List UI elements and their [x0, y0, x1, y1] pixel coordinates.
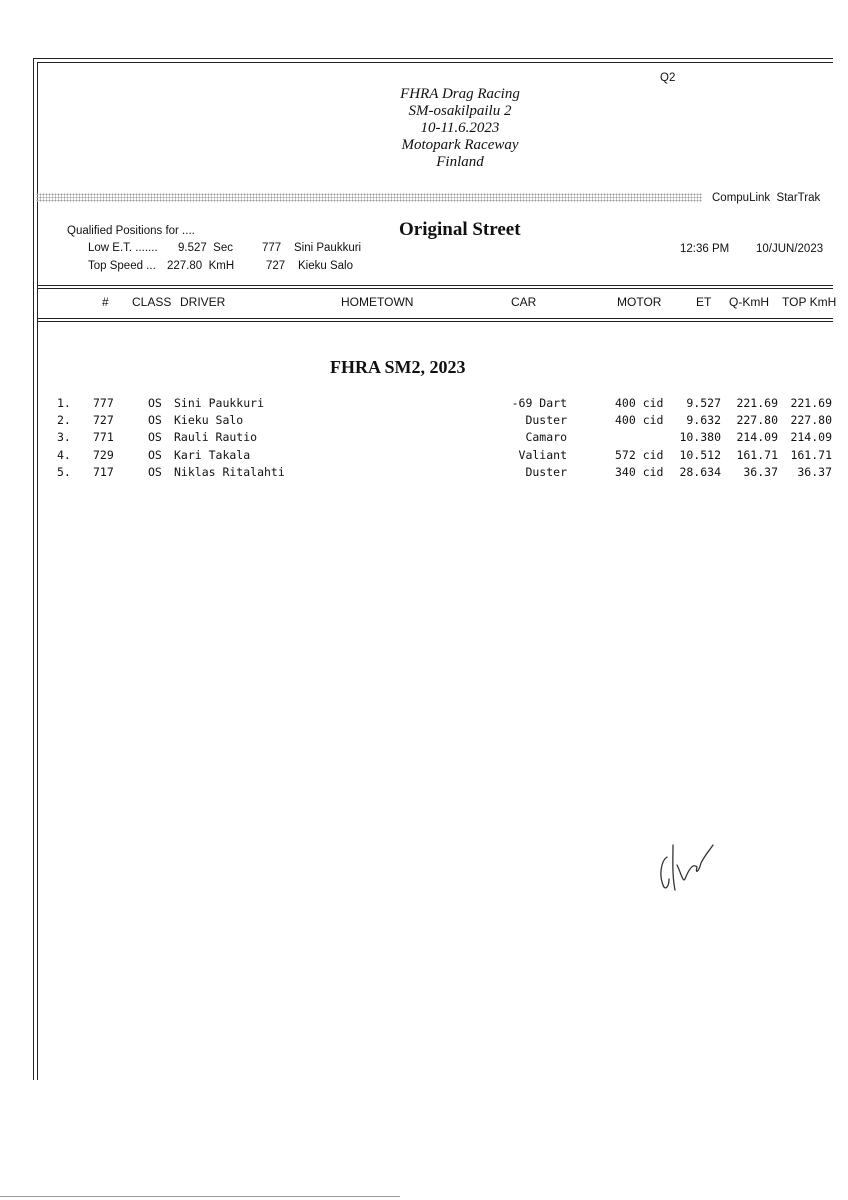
row-driver: Niklas Ritalahti	[174, 464, 285, 479]
col-hometown: HOMETOWN	[341, 295, 414, 309]
event-line-4: Motopark Raceway	[401, 137, 519, 153]
col-qkmh: Q-KmH	[729, 295, 769, 309]
row-position: 2.	[57, 413, 71, 428]
row-top-kmh: 227.80	[790, 413, 832, 428]
row-car: Duster	[525, 464, 567, 479]
low-et-car-no: 777	[262, 242, 282, 254]
row-car-number: 717	[93, 464, 114, 479]
col-et: ET	[696, 295, 712, 309]
row-car-number: 729	[93, 447, 114, 462]
row-car-number: 771	[93, 430, 114, 445]
row-et: 10.512	[679, 447, 721, 462]
row-q-kmh: 227.80	[736, 413, 778, 428]
row-position: 5.	[57, 464, 71, 479]
row-top-kmh: 161.71	[790, 447, 832, 462]
row-et: 9.632	[686, 413, 721, 428]
col-top: TOP KmH	[782, 295, 837, 309]
left-border-outer	[33, 58, 34, 1080]
row-driver: Rauli Rautio	[174, 430, 258, 445]
row-motor: 400 cid	[615, 413, 664, 428]
row-class: OS	[148, 430, 162, 445]
event-line-1: FHRA Drag Racing	[400, 86, 520, 102]
dotted-divider	[36, 193, 702, 202]
col-num: #	[102, 295, 109, 309]
header-rule-1	[37, 285, 833, 286]
table-row	[0, 448, 848, 465]
session-code: Q2	[660, 72, 676, 84]
top-speed-value: 227.80 KmH	[167, 260, 235, 272]
row-position: 1.	[57, 396, 71, 410]
row-top-kmh: 214.09	[790, 430, 832, 445]
low-et-value: 9.527 Sec	[178, 242, 233, 254]
qualified-label: Qualified Positions for ....	[67, 225, 195, 237]
row-car: -69 Dart	[511, 396, 567, 410]
low-et-label: Low E.T. .......	[88, 242, 158, 254]
row-car-number: 727	[93, 413, 114, 428]
row-driver: Kari Takala	[174, 447, 251, 462]
event-line-3: 10-11.6.2023	[420, 120, 500, 136]
table-row	[0, 465, 848, 482]
top-speed-car-no: 727	[266, 260, 286, 272]
row-q-kmh: 161.71	[736, 447, 778, 462]
top-border-outer	[33, 58, 833, 59]
top-speed-driver: Kieku Salo	[298, 260, 353, 272]
col-car: CAR	[511, 295, 537, 309]
row-et: 10.380	[679, 430, 721, 445]
row-position: 4.	[57, 447, 71, 462]
col-driver: DRIVER	[180, 295, 226, 309]
event-title-block	[340, 86, 580, 171]
columns-rule-2	[37, 321, 833, 322]
class-title: Original Street	[399, 219, 521, 240]
row-driver: Kieku Salo	[174, 413, 244, 428]
row-et: 28.634	[679, 464, 721, 479]
col-class: CLASS	[132, 295, 172, 309]
left-border-inner	[37, 62, 38, 1080]
section-title: FHRA SM2, 2023	[330, 357, 466, 377]
table-row	[0, 413, 848, 430]
event-line-5: Finland	[436, 154, 484, 170]
print-date: 10/JUN/2023	[756, 243, 824, 255]
header-rule-2	[37, 288, 833, 289]
handwritten-signature	[655, 835, 725, 895]
top-border-inner	[37, 62, 833, 63]
top-speed-label: Top Speed ...	[88, 260, 156, 272]
row-class: OS	[148, 447, 162, 462]
event-line-2: SM-osakilpailu 2	[408, 103, 512, 119]
row-class: OS	[148, 413, 162, 428]
system-label: CompuLink StarTrak	[712, 192, 821, 204]
row-q-kmh: 36.37	[743, 464, 778, 479]
row-motor: 340 cid	[615, 464, 664, 479]
row-driver: Sini Paukkuri	[174, 396, 265, 410]
row-class: OS	[148, 396, 162, 410]
table-row	[0, 396, 848, 413]
col-motor: MOTOR	[617, 295, 662, 309]
low-et-driver: Sini Paukkuri	[294, 242, 362, 254]
row-q-kmh: 221.69	[736, 396, 778, 410]
row-car: Duster	[525, 413, 567, 428]
row-car-number: 777	[93, 396, 114, 410]
row-q-kmh: 214.09	[736, 430, 778, 445]
row-car: Camaro	[525, 430, 567, 445]
row-et: 9.527	[686, 396, 721, 410]
row-class: OS	[148, 464, 162, 479]
row-top-kmh: 221.69	[790, 396, 832, 410]
page-bottom-rule	[0, 1196, 400, 1197]
table-row	[0, 430, 848, 447]
row-motor: 400 cid	[615, 396, 664, 410]
print-time: 12:36 PM	[680, 243, 730, 255]
column-header-row	[0, 295, 848, 312]
row-motor: 572 cid	[615, 447, 664, 462]
row-top-kmh: 36.37	[797, 464, 832, 479]
row-position: 3.	[57, 430, 71, 445]
columns-rule-1	[37, 318, 833, 319]
row-car: Valiant	[518, 447, 567, 462]
